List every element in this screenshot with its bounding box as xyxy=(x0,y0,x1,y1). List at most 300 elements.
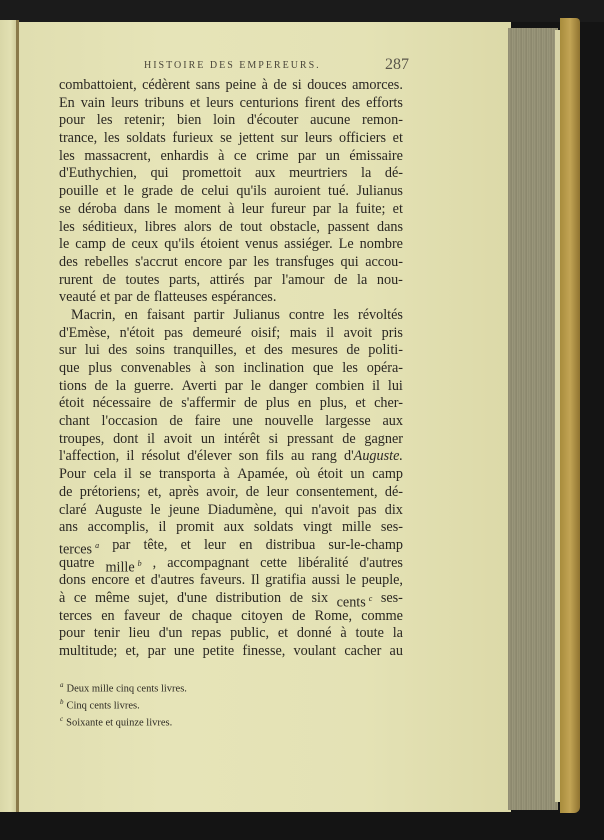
word: d'autres xyxy=(150,572,195,589)
word: convenables xyxy=(120,360,191,376)
word: furieux xyxy=(172,130,214,147)
word: libres xyxy=(144,218,177,235)
word: les xyxy=(59,218,75,235)
word: par xyxy=(228,253,247,270)
word: leurs xyxy=(304,130,333,147)
word: combien xyxy=(315,377,365,394)
word: accou- xyxy=(365,253,403,270)
word: émissaire xyxy=(349,147,403,164)
word: distribua xyxy=(265,536,316,553)
footnote-marker: c xyxy=(368,593,373,603)
word: Le xyxy=(338,236,354,253)
footnote xyxy=(60,696,360,713)
text-line xyxy=(59,378,403,396)
word: pour xyxy=(59,625,86,642)
word: fureur xyxy=(270,200,306,217)
word: opéra- xyxy=(366,360,403,376)
word: terces xyxy=(59,607,93,624)
word: ce xyxy=(73,589,87,606)
word: le xyxy=(250,377,261,394)
word: séditieux, xyxy=(82,218,138,235)
word: aux xyxy=(254,165,276,182)
word: ses- xyxy=(380,589,403,606)
footnote-marker: a xyxy=(95,540,100,550)
text-line xyxy=(59,448,403,466)
word: inclination xyxy=(243,360,305,376)
word: de xyxy=(289,589,304,606)
text-line xyxy=(59,236,403,254)
word: amorces. xyxy=(352,77,403,93)
text-line xyxy=(59,112,403,130)
word: par xyxy=(224,377,243,394)
word: grade xyxy=(141,183,173,200)
word: faire xyxy=(194,413,221,430)
word: et xyxy=(277,625,289,642)
word: par xyxy=(147,643,166,659)
word: de xyxy=(342,430,356,447)
word: ceux xyxy=(131,236,159,253)
word: six xyxy=(311,589,329,606)
word: de xyxy=(169,413,183,430)
footnote-mark: b xyxy=(60,698,64,706)
italic-word: Auguste. xyxy=(353,448,403,465)
word: des xyxy=(341,94,361,111)
word: venus xyxy=(245,236,279,253)
word: promit xyxy=(176,519,214,536)
word: de xyxy=(94,377,108,394)
word: dé- xyxy=(384,165,403,182)
word: loin xyxy=(213,112,236,129)
word: Macrin, xyxy=(71,306,116,323)
word: officiers xyxy=(338,130,386,147)
word: les xyxy=(253,253,270,270)
word: demeuré xyxy=(192,324,242,341)
word: à xyxy=(223,466,230,483)
footnote-mark: a xyxy=(60,681,64,689)
word: auroient xyxy=(274,183,321,200)
text-line xyxy=(59,130,403,148)
word: contre xyxy=(288,306,325,323)
word: alors xyxy=(183,218,212,235)
word: l'amour xyxy=(281,271,325,288)
word: repas xyxy=(191,625,222,642)
word: jettent xyxy=(238,130,275,147)
word: bien xyxy=(176,112,202,129)
word: prétoriens; xyxy=(79,483,141,500)
word: rurent xyxy=(59,271,93,288)
text-line xyxy=(59,148,403,166)
word: se xyxy=(59,200,71,217)
word: en xyxy=(101,607,115,624)
text-line xyxy=(59,360,403,378)
word: gagner xyxy=(364,430,403,447)
text-line xyxy=(59,466,403,484)
text-line xyxy=(59,307,403,325)
word: accompagnant xyxy=(167,554,250,571)
word: de xyxy=(180,183,194,200)
word: faisant xyxy=(146,306,185,323)
word: à xyxy=(218,147,225,164)
word: promettoit xyxy=(182,165,242,182)
word: sujet, xyxy=(138,589,169,606)
word: même xyxy=(94,589,130,606)
word: aux xyxy=(382,413,403,430)
word: retenir; xyxy=(124,112,166,129)
word: assiéger. xyxy=(284,236,333,253)
text-line xyxy=(59,625,403,643)
word: cher- xyxy=(374,395,403,412)
word: il xyxy=(326,324,335,341)
word: leur xyxy=(266,483,289,500)
word: encore xyxy=(91,572,130,589)
word: un xyxy=(325,147,340,164)
word: son xyxy=(238,448,259,465)
word: , xyxy=(152,554,157,571)
text-line xyxy=(59,536,403,558)
word: massacrent, xyxy=(84,147,151,164)
word: tranquilles, xyxy=(173,342,237,359)
word: la xyxy=(361,165,372,182)
word: et xyxy=(392,130,403,147)
text-line xyxy=(59,554,403,576)
word: de xyxy=(159,395,173,412)
word: se xyxy=(139,466,152,483)
word: sur xyxy=(59,342,77,359)
word: politi- xyxy=(368,342,403,359)
word: comme xyxy=(361,607,403,624)
word: finesse, xyxy=(242,643,286,659)
word: par xyxy=(312,200,331,217)
word: parts, xyxy=(168,271,201,288)
word: ses- xyxy=(380,519,403,536)
word: la xyxy=(357,271,368,288)
word: passent xyxy=(327,218,370,235)
word: faveur xyxy=(123,607,161,624)
word: rebelles xyxy=(84,253,129,270)
word: camp xyxy=(75,236,106,253)
body-text xyxy=(59,77,403,661)
word: pas xyxy=(357,501,377,518)
word: les xyxy=(59,147,75,164)
word: et xyxy=(180,536,191,553)
word: résolut xyxy=(141,448,181,465)
word: Apamée, xyxy=(237,466,289,483)
word: encore xyxy=(184,253,223,270)
word: vingt xyxy=(303,519,333,536)
word: de xyxy=(245,483,260,500)
word: le xyxy=(123,183,134,200)
word: dans xyxy=(123,200,150,217)
word: à xyxy=(340,625,347,642)
word: jeune xyxy=(168,501,200,518)
word: flatteuses xyxy=(153,289,208,306)
word: dons xyxy=(59,572,86,589)
word: d'Emèse, xyxy=(59,324,111,341)
word: moment xyxy=(174,200,221,217)
word: et xyxy=(245,342,256,359)
word: la xyxy=(338,200,349,217)
word: d'écouter xyxy=(246,112,299,129)
word: gratifia xyxy=(265,572,307,589)
word: dont xyxy=(113,430,139,447)
word: lui xyxy=(84,342,100,359)
footnote-text: Cinq cents livres. xyxy=(66,700,140,712)
word: de xyxy=(102,271,116,288)
word: un xyxy=(200,430,216,447)
text-line xyxy=(59,272,403,290)
word: par xyxy=(297,147,317,164)
word: enhardis xyxy=(160,147,209,164)
word: si xyxy=(292,77,302,93)
word: cela xyxy=(93,466,117,483)
word: se xyxy=(220,130,232,147)
word: pour xyxy=(59,112,86,129)
word: des xyxy=(59,253,78,270)
word: il xyxy=(123,466,132,483)
word: le xyxy=(345,572,356,589)
word: citoyen xyxy=(241,607,283,624)
word: tout xyxy=(240,218,263,235)
text-line xyxy=(59,183,403,201)
word: leurs xyxy=(206,94,234,111)
word: tué. xyxy=(328,183,349,200)
word: cents $^c$ xyxy=(336,593,373,611)
word: si xyxy=(268,430,279,447)
word: avoit xyxy=(163,430,193,447)
word: peuple, xyxy=(361,572,403,589)
word: à xyxy=(228,200,235,217)
word: centurions xyxy=(239,94,299,111)
word: déroba xyxy=(78,200,117,217)
word: Averti xyxy=(181,377,217,394)
word: oisif; xyxy=(251,324,281,341)
word: Diadumène, xyxy=(207,501,277,518)
word: terces $^a$ xyxy=(59,540,100,558)
word: et xyxy=(105,183,117,200)
scan-background xyxy=(0,0,604,22)
word: nombre xyxy=(359,236,403,253)
text-line xyxy=(59,519,403,537)
word: aux xyxy=(223,519,245,536)
word: lieu xyxy=(128,625,150,642)
word: d'Euthychien, xyxy=(59,165,137,182)
word: plus xyxy=(265,395,290,412)
word: de xyxy=(273,77,287,93)
word: cacher xyxy=(344,643,382,659)
page-block-edges xyxy=(508,28,558,810)
word: cette xyxy=(260,554,287,571)
word: meurtriers xyxy=(289,165,348,182)
word: chant xyxy=(59,413,90,430)
word: au xyxy=(291,448,305,465)
word: pris xyxy=(381,324,403,341)
word: multitude; xyxy=(59,643,118,659)
text-line xyxy=(59,502,403,520)
text-line xyxy=(59,219,403,237)
word: en xyxy=(239,536,253,553)
word: vain xyxy=(80,94,106,111)
word: dans xyxy=(376,218,403,235)
word: leur xyxy=(203,536,226,553)
word: mille $^b$ xyxy=(105,558,142,576)
word: de xyxy=(136,289,150,306)
word: à xyxy=(59,589,66,606)
footnote-marker: b xyxy=(137,558,142,568)
word: de xyxy=(112,236,126,253)
word: il xyxy=(147,430,155,447)
footnote-text: Soixante et quinze livres. xyxy=(66,717,173,729)
word: un xyxy=(350,466,365,483)
word: partir xyxy=(193,306,225,323)
word: n'avoit xyxy=(311,501,350,518)
text-line xyxy=(59,201,403,219)
word: efforts xyxy=(366,94,403,111)
word: soldats xyxy=(253,519,294,536)
word: toute xyxy=(355,625,384,642)
word: tribuns xyxy=(144,94,184,111)
word: n'étoit xyxy=(119,324,155,341)
word: qui xyxy=(284,501,304,518)
footnotes xyxy=(60,679,360,730)
footnote xyxy=(60,713,360,730)
word: aussi xyxy=(311,572,341,589)
text-line xyxy=(59,608,403,626)
word: de xyxy=(292,607,306,624)
word: donné xyxy=(296,625,332,642)
word: au xyxy=(389,643,403,659)
text-line xyxy=(59,77,403,95)
word: et, xyxy=(147,483,162,500)
word: combattoient, xyxy=(59,77,137,93)
word: tête, xyxy=(143,536,168,553)
word: transporta xyxy=(158,466,216,483)
word: peine xyxy=(225,77,257,93)
word: étoit xyxy=(59,395,85,412)
word: et xyxy=(355,395,366,412)
word: firent xyxy=(304,94,336,111)
word: voulant xyxy=(293,643,337,659)
word: à xyxy=(199,360,207,376)
word: rang xyxy=(311,448,337,465)
word: où xyxy=(295,466,310,483)
running-head: HISTOIRE DES EMPEREURS. xyxy=(144,60,321,71)
word: Rome, xyxy=(314,607,353,624)
word: il xyxy=(158,519,167,536)
word: attirés xyxy=(209,271,245,288)
word: nou- xyxy=(376,271,403,288)
text-line xyxy=(59,589,403,611)
word: révoltés xyxy=(358,306,403,323)
word: camp xyxy=(372,466,403,483)
word: avoit xyxy=(343,324,373,341)
word: et, xyxy=(125,643,140,659)
word: qu'ils xyxy=(236,183,267,200)
word: que xyxy=(312,360,334,376)
word: des xyxy=(108,342,128,359)
word: dé- xyxy=(384,483,403,500)
word: de xyxy=(346,342,360,359)
word: celui xyxy=(201,183,229,200)
word: sur-le-champ xyxy=(328,536,403,553)
word: de xyxy=(59,483,73,500)
word: en xyxy=(124,306,138,323)
word: étoient xyxy=(200,236,240,253)
text-line xyxy=(59,289,403,307)
word: une xyxy=(232,413,253,430)
word: mesures xyxy=(291,342,338,359)
text-line xyxy=(59,572,403,590)
word: étoit xyxy=(317,466,343,483)
word: qui xyxy=(340,253,359,270)
word: largesse xyxy=(325,413,371,430)
word: leurs xyxy=(111,94,139,111)
word: fuite; xyxy=(355,200,386,217)
word: par xyxy=(112,536,131,553)
word: petite xyxy=(202,643,235,659)
word: une xyxy=(173,643,195,659)
page-number: 287 xyxy=(385,56,409,73)
word: espérances. xyxy=(211,289,277,306)
word: quatre xyxy=(59,554,95,571)
word: ans xyxy=(59,519,78,536)
word: Il xyxy=(250,572,260,589)
word: que xyxy=(59,360,80,376)
text-line xyxy=(59,431,403,449)
word: le xyxy=(150,501,161,518)
word: fils xyxy=(265,448,284,465)
word: s'affermir xyxy=(181,395,236,412)
word: d'autres xyxy=(359,554,403,571)
text-line xyxy=(59,325,403,343)
word: tenir xyxy=(93,625,120,642)
word: il xyxy=(372,377,380,394)
text-line xyxy=(59,95,403,113)
word: distribution xyxy=(215,589,282,606)
word: sans xyxy=(195,77,221,93)
word: toutes xyxy=(125,271,160,288)
word: plus xyxy=(88,360,112,376)
footnote-text: Deux mille cinq cents livres. xyxy=(66,683,187,695)
text-line xyxy=(59,165,403,183)
footnote-mark: c xyxy=(60,715,64,723)
word: d'Auguste. xyxy=(344,448,403,465)
word: Pour xyxy=(59,466,86,483)
word: les xyxy=(333,306,350,323)
word: Auguste xyxy=(94,501,143,518)
word: de xyxy=(169,607,183,624)
word: mille xyxy=(341,519,372,536)
word: remon- xyxy=(362,112,403,129)
word: qui xyxy=(150,165,169,182)
word: troupes, xyxy=(59,430,105,447)
word: consentement, xyxy=(295,483,378,500)
word: et xyxy=(100,289,111,306)
word: les xyxy=(342,360,358,376)
word: les xyxy=(96,112,113,129)
word: cédèrent xyxy=(142,77,191,93)
word: d'un xyxy=(158,625,183,642)
word: la xyxy=(115,377,127,394)
word: à xyxy=(261,77,268,93)
word: faveurs. xyxy=(199,572,246,589)
word: Julianus xyxy=(233,306,280,323)
word: de xyxy=(243,395,258,412)
word: son xyxy=(214,360,235,376)
word: avoir, xyxy=(206,483,239,500)
word: crime xyxy=(256,147,289,164)
word: En xyxy=(59,94,75,111)
word: après xyxy=(168,483,199,500)
